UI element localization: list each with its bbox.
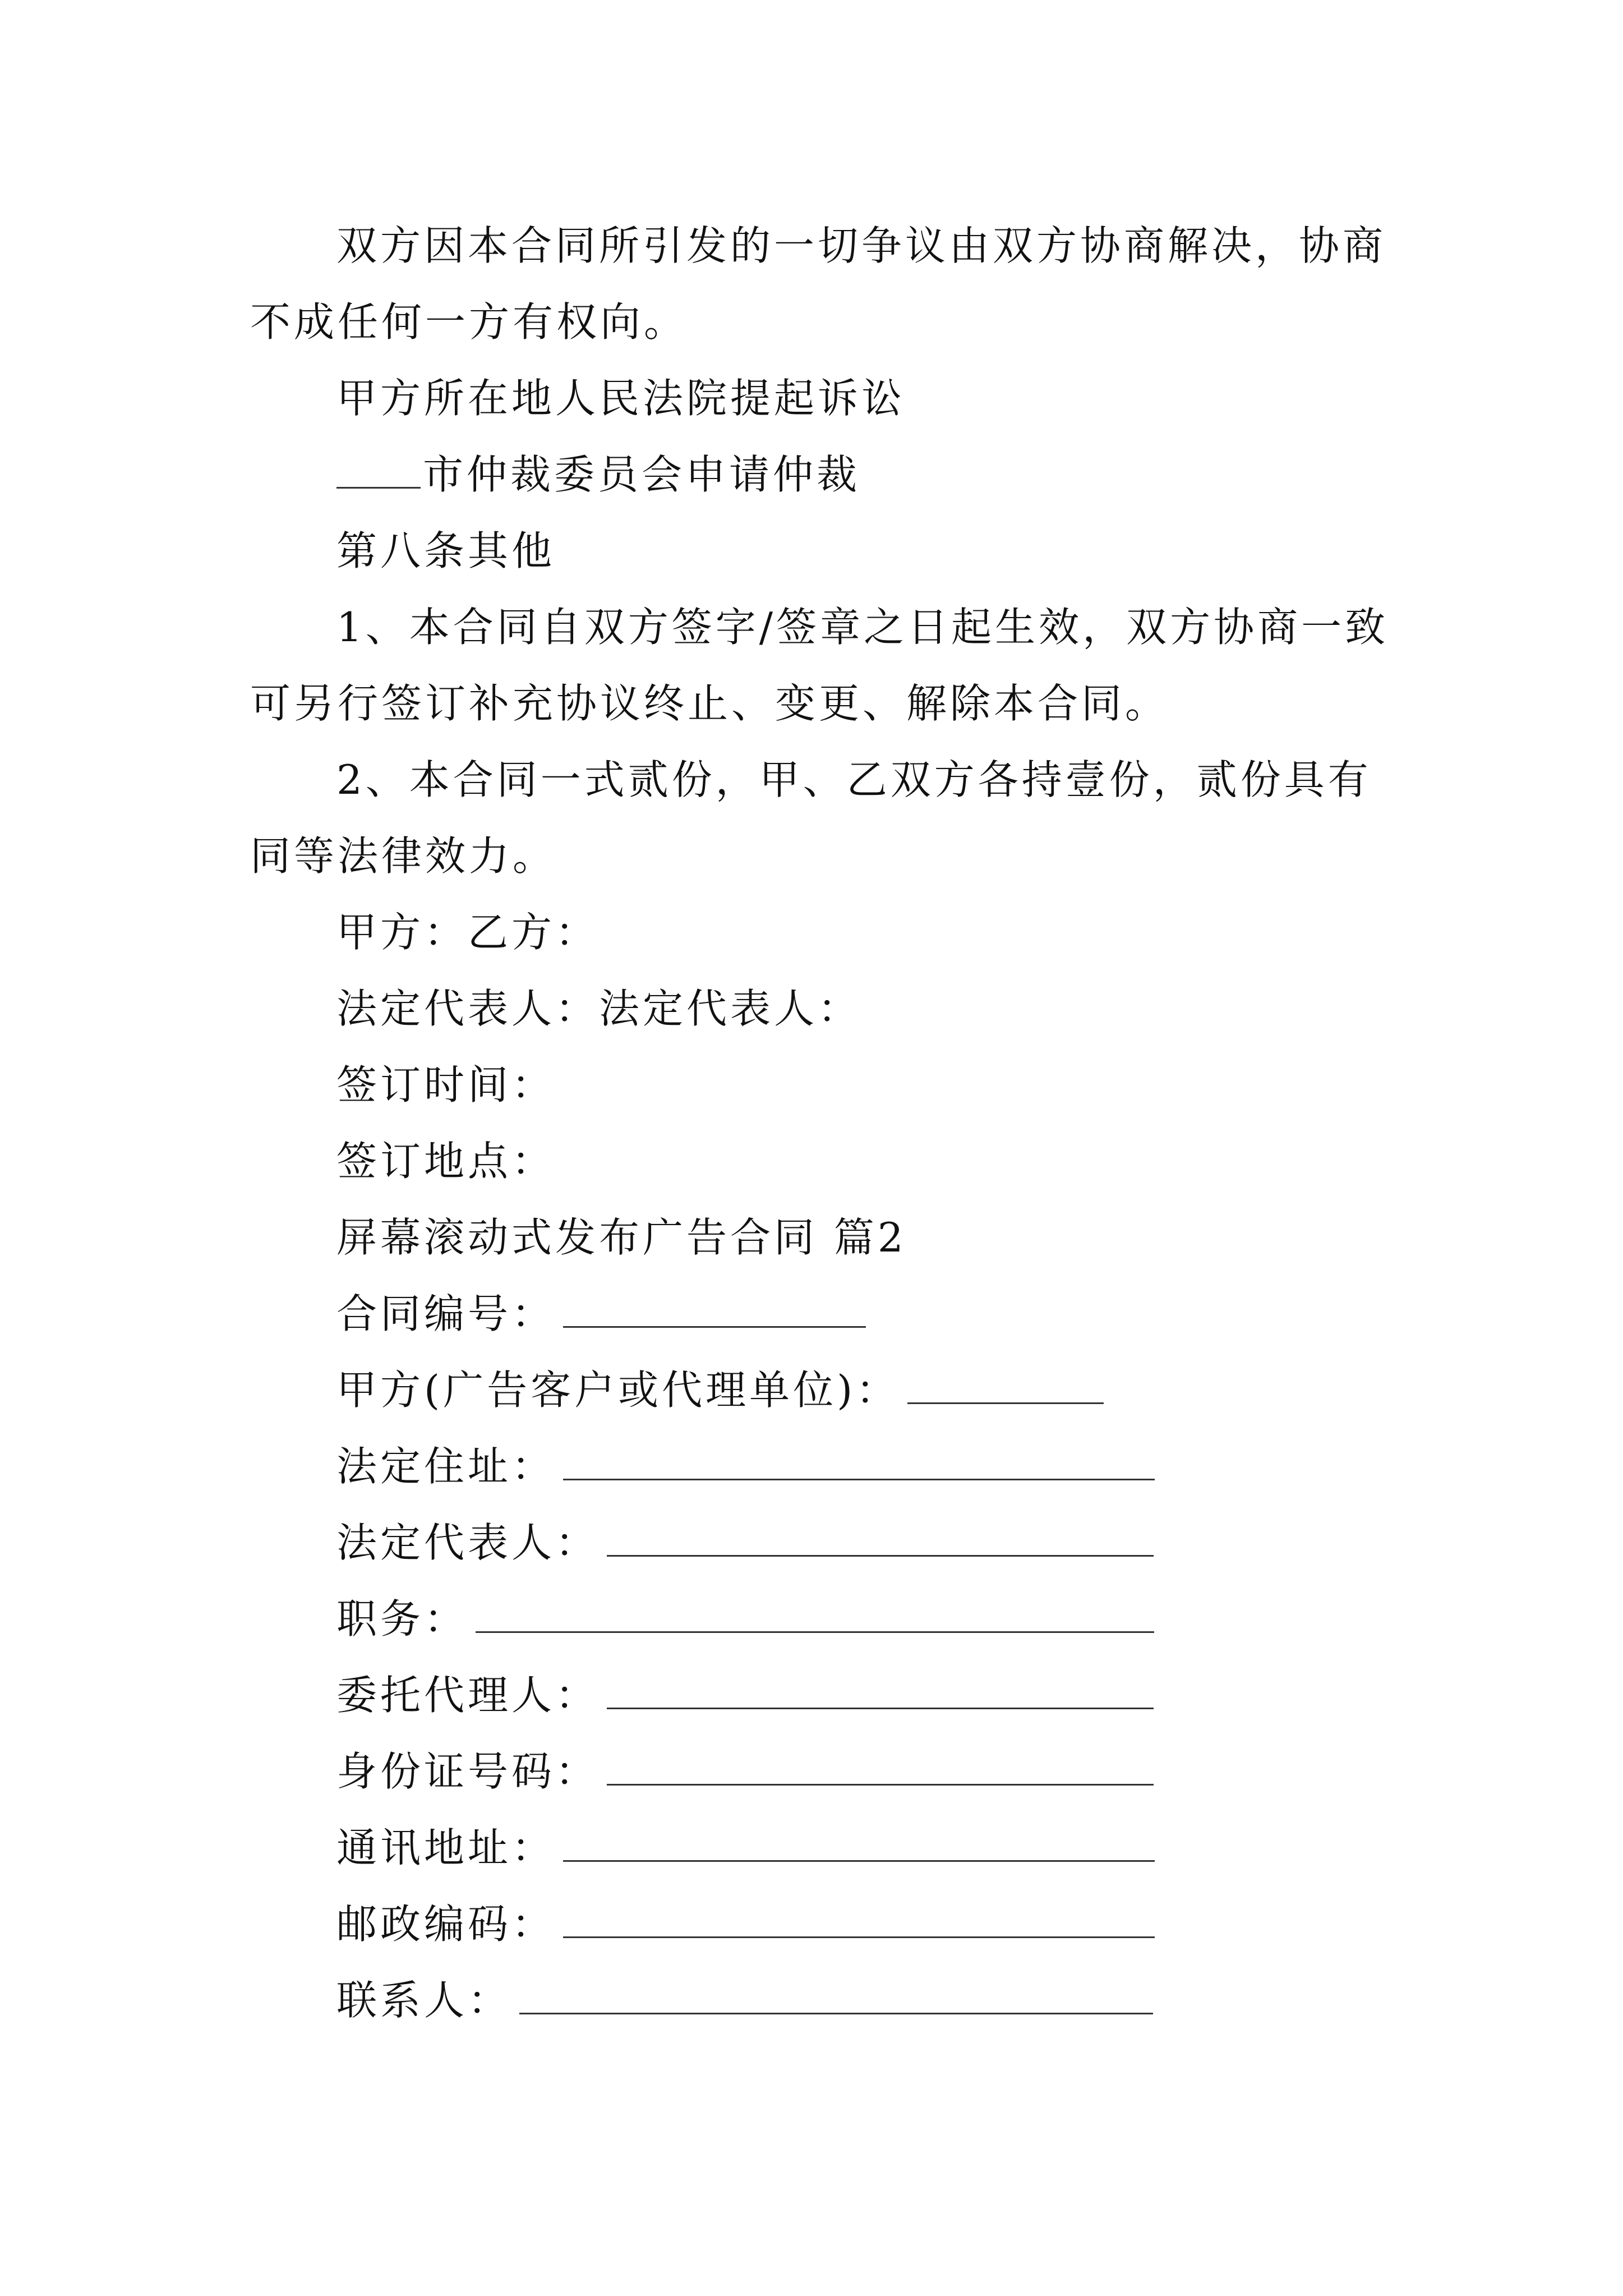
field-party-a bbox=[336, 1352, 1104, 1428]
blank-line bbox=[519, 1978, 1153, 2014]
article-eight-heading: 第八条其他 bbox=[336, 527, 556, 574]
field-label: 委托代理人： bbox=[336, 1672, 600, 1719]
field-label: 甲方(广告客户或代理单位)： bbox=[336, 1366, 900, 1414]
blank-line bbox=[607, 1520, 1154, 1557]
field-contact-person bbox=[336, 1962, 1153, 2039]
legal-representative-line: 法定代表人：法定代表人： bbox=[336, 985, 862, 1032]
blank-line bbox=[563, 1825, 1155, 1862]
field-mailing-address bbox=[336, 1810, 1155, 1886]
signing-time-line: 签订时间： bbox=[336, 1061, 556, 1108]
clause-2-line1: 2、本合同一式贰份，甲、乙双方各持壹份，贰份具有 bbox=[336, 756, 1372, 803]
field-legal-representative bbox=[336, 1504, 1154, 1581]
clause-1-line2: 可另行签订补充协议终止、变更、解除本合同。 bbox=[250, 680, 1169, 727]
party-signature-line: 甲方：乙方： bbox=[336, 909, 600, 956]
field-legal-address bbox=[336, 1428, 1155, 1504]
field-authorized-agent bbox=[336, 1657, 1154, 1733]
blank-line bbox=[563, 1902, 1155, 1938]
signing-place-line: 签订地点： bbox=[336, 1138, 556, 1185]
field-postal-code bbox=[336, 1886, 1155, 1962]
paragraph-dispute-line1: 双方因本合同所引发的一切争议由双方协商解决，协商 bbox=[336, 222, 1387, 269]
field-id-number bbox=[336, 1733, 1154, 1810]
blank-line bbox=[907, 1368, 1104, 1404]
field-label: 职务： bbox=[336, 1595, 468, 1642]
blank-line bbox=[563, 1444, 1155, 1480]
field-label: 邮政编码： bbox=[336, 1901, 556, 1948]
field-label: 联系人： bbox=[336, 1977, 512, 2024]
arbitration-text: 市仲裁委员会申请仲裁 bbox=[423, 451, 861, 498]
blank-line bbox=[563, 1291, 866, 1328]
field-label: 法定代表人： bbox=[336, 1519, 600, 1566]
field-label: 身份证号码： bbox=[336, 1748, 600, 1795]
paragraph-dispute-line2: 不成任何一方有权向。 bbox=[250, 298, 688, 346]
field-label: 法定住址： bbox=[336, 1443, 556, 1490]
city-blank bbox=[336, 452, 421, 489]
field-label: 通讯地址： bbox=[336, 1824, 556, 1871]
blank-line bbox=[607, 1749, 1154, 1786]
field-contract-number bbox=[336, 1276, 866, 1352]
contract-2-title: 屏幕滚动式发布广告合同 篇2 bbox=[336, 1214, 907, 1261]
field-position bbox=[336, 1581, 1154, 1657]
clause-1-line1: 1、本合同自双方签字/签章之日起生效，双方协商一致 bbox=[336, 604, 1389, 651]
paragraph-court-option: 甲方所在地人民法院提起诉讼 bbox=[336, 375, 906, 422]
field-label: 合同编号： bbox=[336, 1290, 556, 1337]
clause-2-line2: 同等法律效力。 bbox=[250, 832, 557, 880]
blank-line bbox=[607, 1673, 1154, 1709]
blank-line bbox=[476, 1596, 1154, 1633]
paragraph-arbitration-option bbox=[336, 436, 860, 513]
